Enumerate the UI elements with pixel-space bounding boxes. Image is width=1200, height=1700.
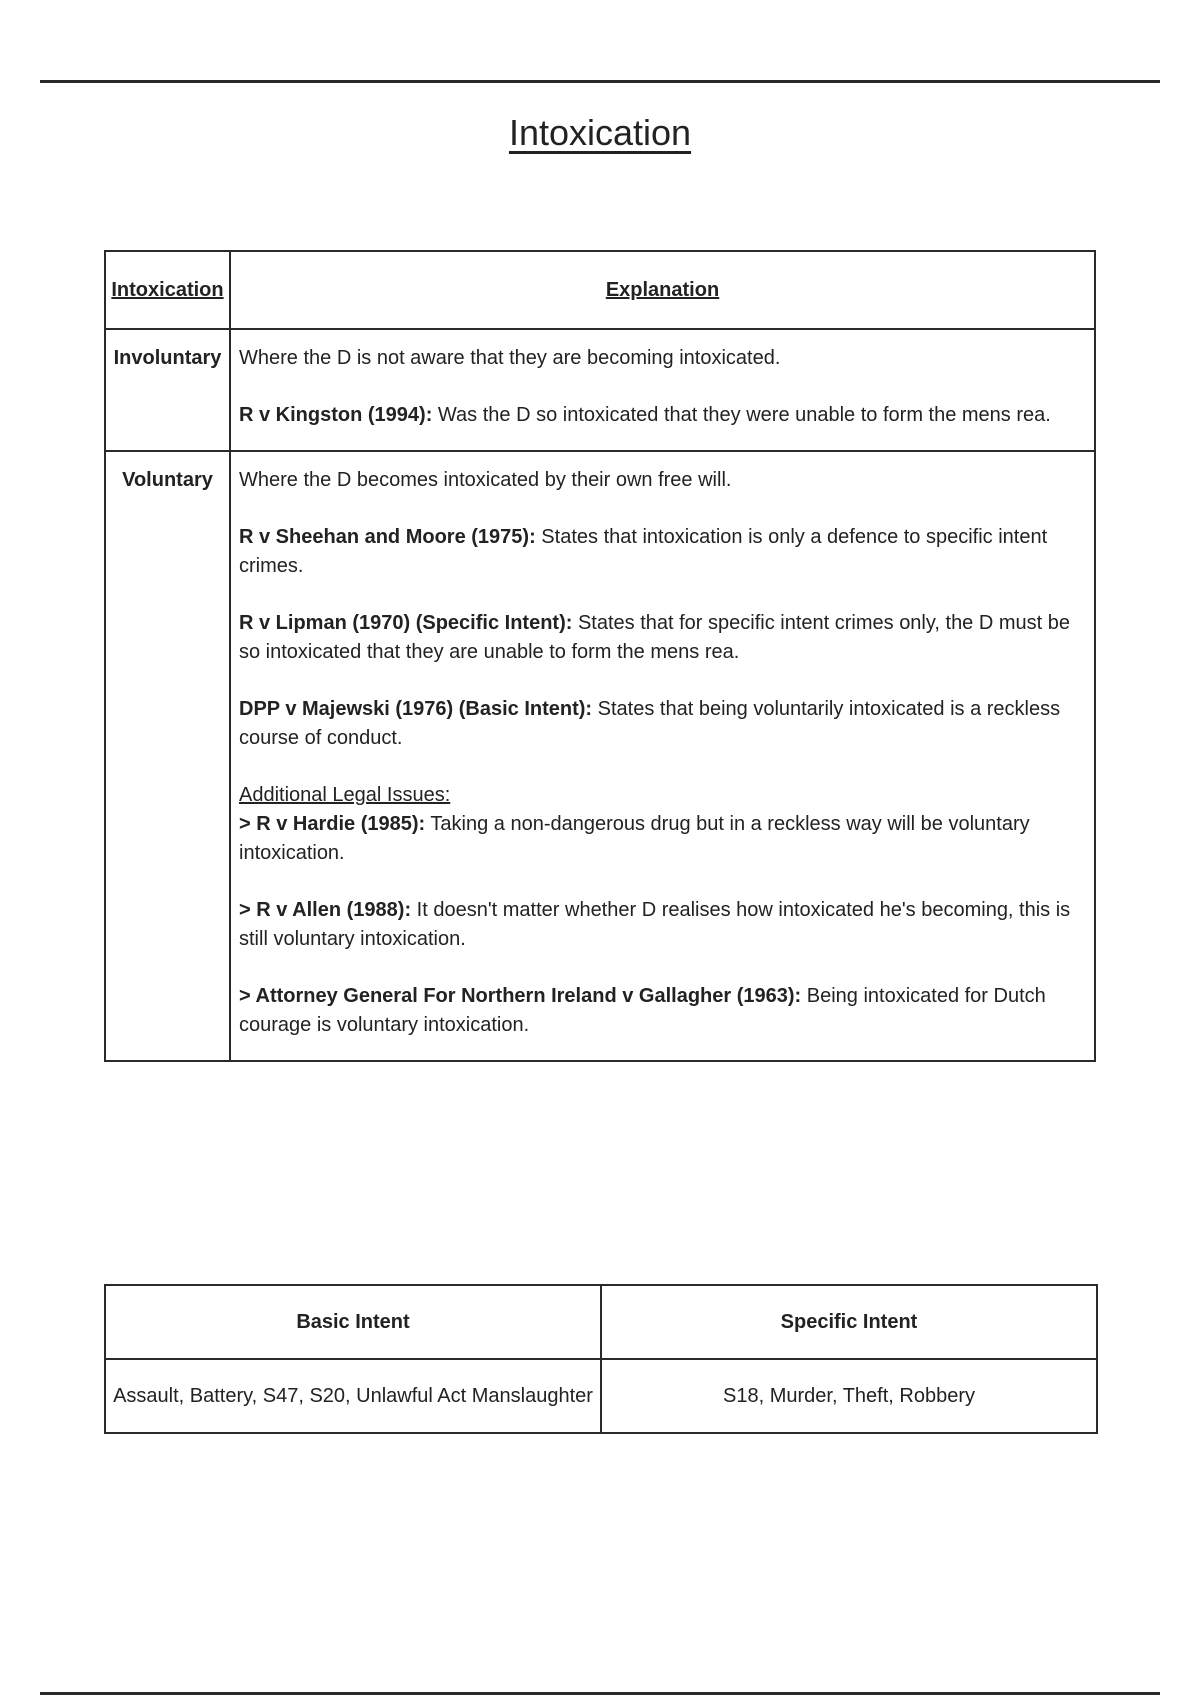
case-text: It doesn't matter whether D realises how intoxicated he's becoming, this is still voluntary intoxication. <box>239 899 1071 950</box>
case-text: Taking a non-dangerous drug but in a reckless way will be voluntary intoxication. <box>239 813 1030 864</box>
top-rule <box>40 80 1160 83</box>
case-lipman <box>239 609 1082 667</box>
bottom-rule <box>40 1692 1160 1695</box>
case-text: Being intoxicated for Dutch courage is voluntary intoxication. <box>239 985 1046 1036</box>
case-text: States that intoxication is only a defence to specific intent crimes. <box>239 526 1048 577</box>
explanation-involuntary <box>230 329 1095 451</box>
table-row-voluntary <box>105 451 1095 1061</box>
intoxication-table <box>104 250 1096 1062</box>
header-basic-intent: Basic Intent <box>105 1285 601 1359</box>
case-text: Was the D so intoxicated that they were unable to form the mens rea. <box>432 404 1051 426</box>
case-hardie <box>239 781 1082 868</box>
table-header-row <box>105 251 1095 329</box>
header-specific-intent: Specific Intent <box>601 1285 1097 1359</box>
table-row-involuntary <box>105 329 1095 451</box>
explanation-intro: Where the D is not aware that they are becoming intoxicated. <box>239 347 781 369</box>
explanation-intro: Where the D becomes intoxicated by their own free will. <box>239 469 732 491</box>
case-kingston <box>239 401 1082 430</box>
intent-header-row <box>105 1285 1097 1359</box>
case-text: States that being voluntarily intoxicated is a reckless course of conduct. <box>239 698 1061 749</box>
case-name: R v Sheehan and Moore (1975): <box>239 526 536 548</box>
basic-intent-crimes: Assault, Battery, S47, S20, Unlawful Act Manslaughter <box>105 1359 601 1433</box>
case-name: > R v Allen (1988): <box>239 899 412 921</box>
intent-table <box>104 1284 1098 1434</box>
case-name: DPP v Majewski (1976) (Basic Intent): <box>239 698 593 720</box>
case-sheehan-moore <box>239 523 1082 581</box>
case-gallagher <box>239 982 1082 1040</box>
case-text: States that for specific intent crimes only, the D must be so intoxicated that they are unable to form the mens rea. <box>239 612 1071 663</box>
case-name: R v Lipman (1970) (Specific Intent): <box>239 612 573 634</box>
row-label-voluntary: Voluntary <box>105 451 230 1061</box>
header-explanation: Explanation <box>230 251 1095 329</box>
additional-issues-heading: Additional Legal Issues: <box>239 784 451 806</box>
case-allen <box>239 896 1082 954</box>
case-name: > R v Hardie (1985): <box>239 813 426 835</box>
intent-values-row <box>105 1359 1097 1433</box>
case-name: > Attorney General For Northern Ireland v Gallagher (1963): <box>239 985 802 1007</box>
row-label-involuntary: Involuntary <box>105 329 230 451</box>
explanation-voluntary <box>230 451 1095 1061</box>
header-intoxication: Intoxication <box>105 251 230 329</box>
case-name: R v Kingston (1994): <box>239 404 433 426</box>
case-majewski <box>239 695 1082 753</box>
page-title: Intoxication <box>508 112 692 153</box>
specific-intent-crimes: S18, Murder, Theft, Robbery <box>601 1359 1097 1433</box>
